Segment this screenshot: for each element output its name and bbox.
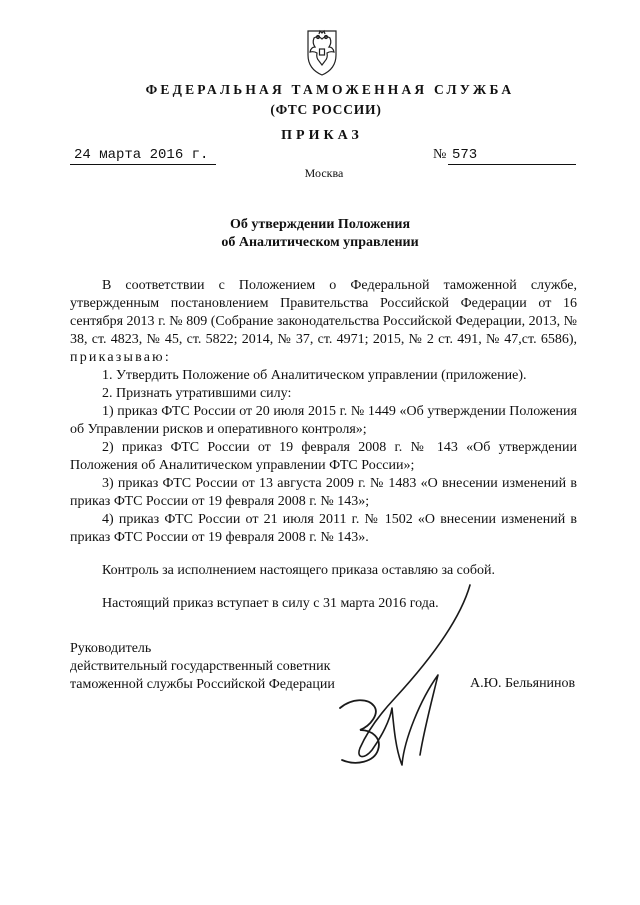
handwritten-signature	[320, 580, 490, 780]
item-1: 1. Утвердить Положение об Аналитическом управлении (приложение).	[102, 368, 527, 383]
sub-item-4: 4) приказ ФТС России от 21 июля 2011 г. № 1502 «О внесении изменений в приказ ФТС России от 19 февраля 2008 г. № 143».	[70, 512, 577, 545]
document-date: 24 марта 2016 г.	[74, 147, 209, 163]
city: Москва	[304, 166, 344, 180]
document-body	[70, 277, 577, 613]
sub-item-1: 1) приказ ФТС России от 20 июля 2015 г. № 1449 «Об утверждении Положения об Управлении рисков и оперативного контроля»;	[70, 404, 577, 437]
position-line-3: таможенной службы Российской Федерации	[70, 677, 335, 692]
russian-coat-of-arms-icon	[300, 25, 344, 77]
subject-line-1: Об утверждении Положения	[229, 217, 411, 232]
signatory-position	[70, 640, 335, 694]
document-subject	[0, 216, 640, 252]
document-type: ПРИКАЗ	[281, 128, 363, 143]
sub-item-3: 3) приказ ФТС России от 13 августа 2009 г. № 1483 «О внесении изменений в приказ ФТС России от 19 февраля 2008 г. № 143»;	[70, 476, 577, 509]
number-label: №	[433, 147, 447, 162]
document-number: 573	[452, 147, 478, 163]
org-abbreviation: (ФТС РОССИИ)	[270, 102, 382, 117]
intro-paragraph	[70, 277, 577, 367]
control-paragraph: Контроль за исполнением настоящего приказа оставляю за собой.	[102, 563, 496, 578]
sub-item-2: 2) приказ ФТС России от 19 февраля 2008 г. № 143 «Об утверждении Положения об Аналитическом управлении ФТС России»;	[70, 440, 577, 473]
position-line-1: Руководитель	[70, 641, 152, 656]
org-name: ФЕДЕРАЛЬНАЯ ТАМОЖЕННАЯ СЛУЖБА	[145, 82, 515, 97]
signer-name: А.Ю. Бельянинов	[470, 676, 576, 691]
position-line-2: действительный государственный советник	[70, 659, 331, 674]
effective-paragraph: Настоящий приказ вступает в силу с 31 марта 2016 года.	[102, 596, 439, 611]
subject-line-2: об Аналитическом управлении	[221, 235, 419, 250]
intro-text: В соответствии с Положением о Федеральной таможенной службе, утвержденным постановлением Правительства Российской Федерации от 16 сентября 2013 г. № 809 (Собрание законодательства Российской Федерации, 2013, № 38, ст. 4823, № 45, ст. 5822; 2014, № 37, ст. 4971; 2015, № 2 ст. 491, № 47,ст. 6586),	[70, 278, 577, 347]
item-2: 2. Признать утратившими силу:	[102, 386, 292, 401]
order-word: приказываю:	[70, 350, 171, 365]
